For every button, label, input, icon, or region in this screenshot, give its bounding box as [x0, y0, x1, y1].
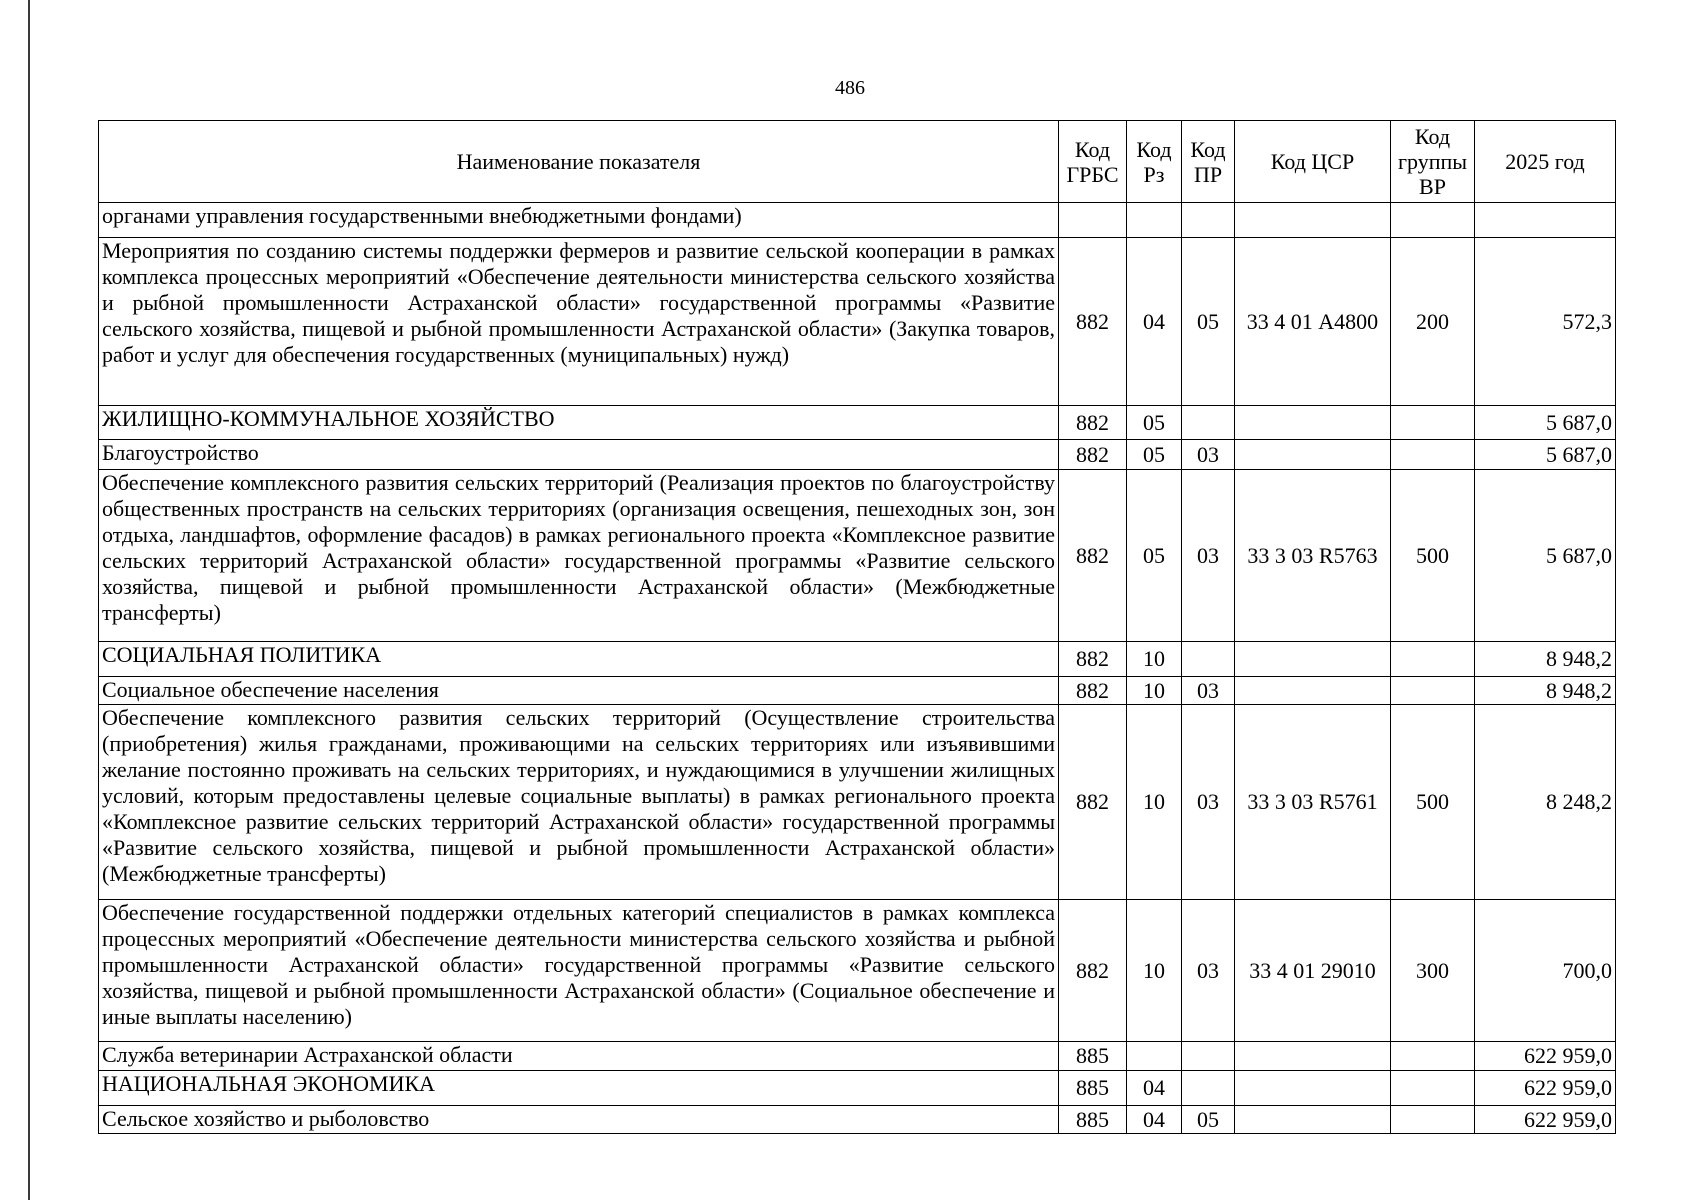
header-rz: Код Рз [1127, 121, 1182, 203]
row-csr [1235, 1042, 1391, 1071]
row-name: Мероприятия по созданию системы поддержки фермеров и развитие сельской кооперации в рамках комплекса процессных мероприятий «Обеспечение деятельности министерства сельского хозяйства и рыбной промышленности Астраханской области» государственной программы «Развитие сельского хозяйства, пищевой и рыбной промышленности Астраханской области» (Закупка товаров, работ и услуг для обеспечения государственных (муниципальных) нужд) [99, 238, 1059, 406]
row-grbs: 882 [1059, 238, 1127, 406]
row-grbs: 882 [1059, 900, 1127, 1042]
row-csr [1235, 1071, 1391, 1106]
row-amount: 700,0 [1475, 900, 1616, 1042]
row-pr [1182, 642, 1235, 677]
row-csr: 33 4 01 29010 [1235, 900, 1391, 1042]
header-pr: Код ПР [1182, 121, 1235, 203]
row-rz: 10 [1127, 677, 1182, 705]
row-vr [1391, 203, 1475, 238]
table-body [99, 203, 1616, 1134]
row-amount: 622 959,0 [1475, 1071, 1616, 1106]
row-name: СОЦИАЛЬНАЯ ПОЛИТИКА [99, 642, 1059, 677]
table-row [99, 470, 1616, 642]
row-grbs: 882 [1059, 406, 1127, 440]
row-vr [1391, 406, 1475, 440]
row-csr [1235, 1106, 1391, 1134]
header-csr: Код ЦСР [1235, 121, 1391, 203]
row-vr [1391, 1071, 1475, 1106]
row-rz: 04 [1127, 238, 1182, 406]
header-year: 2025 год [1475, 121, 1616, 203]
budget-table [98, 120, 1616, 1134]
header-name: Наименование показателя [99, 121, 1059, 203]
row-name: Обеспечение государственной поддержки отдельных категорий специалистов в рамках комплекса процессных мероприятий «Обеспечение деятельности министерства сельского хозяйства и рыбной промышленности Астраханской области» государственной программы «Развитие сельского хозяйства, пищевой и рыбной промышленности Астраханской области» (Социальное обеспечение и иные выплаты населению) [99, 900, 1059, 1042]
row-name: Сельское хозяйство и рыболовство [99, 1106, 1059, 1134]
row-grbs: 885 [1059, 1042, 1127, 1071]
table-row [99, 1042, 1616, 1071]
row-csr: 33 4 01 А4800 [1235, 238, 1391, 406]
row-amount: 8 948,2 [1475, 677, 1616, 705]
table-row [99, 900, 1616, 1042]
table-row [99, 642, 1616, 677]
row-amount [1475, 203, 1616, 238]
table-row [99, 203, 1616, 238]
row-rz: 10 [1127, 705, 1182, 900]
row-csr [1235, 677, 1391, 705]
row-rz: 04 [1127, 1106, 1182, 1134]
row-rz [1127, 203, 1182, 238]
row-vr [1391, 1042, 1475, 1071]
row-name: органами управления государственными внебюджетными фондами) [99, 203, 1059, 238]
row-vr: 200 [1391, 238, 1475, 406]
row-pr [1182, 406, 1235, 440]
row-name: НАЦИОНАЛЬНАЯ ЭКОНОМИКА [99, 1071, 1059, 1106]
table-row [99, 238, 1616, 406]
row-csr: 33 3 03 R5763 [1235, 470, 1391, 642]
row-amount: 8 948,2 [1475, 642, 1616, 677]
row-rz: 05 [1127, 406, 1182, 440]
row-pr [1182, 203, 1235, 238]
row-pr: 05 [1182, 238, 1235, 406]
row-pr [1182, 1042, 1235, 1071]
row-pr: 03 [1182, 900, 1235, 1042]
row-csr [1235, 203, 1391, 238]
row-grbs: 882 [1059, 705, 1127, 900]
row-pr: 03 [1182, 705, 1235, 900]
row-name: Служба ветеринарии Астраханской области [99, 1042, 1059, 1071]
row-rz: 05 [1127, 440, 1182, 470]
row-grbs: 882 [1059, 642, 1127, 677]
row-vr [1391, 677, 1475, 705]
row-pr: 03 [1182, 677, 1235, 705]
row-name: Социальное обеспечение населения [99, 677, 1059, 705]
table-row [99, 705, 1616, 900]
row-name: Благоустройство [99, 440, 1059, 470]
row-amount: 5 687,0 [1475, 470, 1616, 642]
row-rz: 05 [1127, 470, 1182, 642]
row-pr: 03 [1182, 440, 1235, 470]
table-row [99, 1106, 1616, 1134]
row-amount: 8 248,2 [1475, 705, 1616, 900]
row-vr: 300 [1391, 900, 1475, 1042]
row-csr: 33 3 03 R5761 [1235, 705, 1391, 900]
table-row [99, 440, 1616, 470]
row-rz: 10 [1127, 900, 1182, 1042]
row-name: Обеспечение комплексного развития сельских территорий (Осуществление строительства (приобретения) жилья гражданами, проживающими на сельских территориях или изъявившими желание постоянно проживать на сельских территориях, и нуждающимися в улучшении жилищных условий, которым предоставлены целевые социальные выплаты) в рамках регионального проекта «Комплексное развитие сельских территорий Астраханской области» государственной программы «Развитие сельского хозяйства, пищевой и рыбной промышленности Астраханской области» (Межбюджетные трансферты) [99, 705, 1059, 900]
row-amount: 5 687,0 [1475, 440, 1616, 470]
row-csr [1235, 440, 1391, 470]
row-grbs: 882 [1059, 470, 1127, 642]
row-amount: 5 687,0 [1475, 406, 1616, 440]
table-row [99, 1071, 1616, 1106]
row-rz: 10 [1127, 642, 1182, 677]
row-grbs: 885 [1059, 1071, 1127, 1106]
row-grbs: 882 [1059, 440, 1127, 470]
row-vr [1391, 642, 1475, 677]
header-vr: Код группы ВР [1391, 121, 1475, 203]
table-row [99, 406, 1616, 440]
page-number: 486 [835, 77, 865, 99]
row-grbs: 882 [1059, 677, 1127, 705]
binding-margin-line [28, 0, 30, 1200]
row-grbs: 885 [1059, 1106, 1127, 1134]
table-header-row [99, 121, 1616, 203]
row-amount: 622 959,0 [1475, 1106, 1616, 1134]
row-amount: 572,3 [1475, 238, 1616, 406]
row-vr [1391, 440, 1475, 470]
row-vr: 500 [1391, 705, 1475, 900]
row-name: Обеспечение комплексного развития сельских территорий (Реализация проектов по благоустройству общественных пространств на сельских территориях (организация освещения, пешеходных зон, зон отдыха, ландшафтов, оформление фасадов) в рамках регионального проекта «Комплексное развитие сельских территорий Астраханской области» государственной программы «Развитие сельского хозяйства, пищевой и рыбной промышленности Астраханской области» (Межбюджетные трансферты) [99, 470, 1059, 642]
row-name: ЖИЛИЩНО-КОММУНАЛЬНОЕ ХОЗЯЙСТВО [99, 406, 1059, 440]
header-grbs: Код ГРБС [1059, 121, 1127, 203]
table-row [99, 677, 1616, 705]
row-vr: 500 [1391, 470, 1475, 642]
row-rz: 04 [1127, 1071, 1182, 1106]
row-csr [1235, 406, 1391, 440]
row-pr: 05 [1182, 1106, 1235, 1134]
row-amount: 622 959,0 [1475, 1042, 1616, 1071]
row-grbs [1059, 203, 1127, 238]
row-pr: 03 [1182, 470, 1235, 642]
row-pr [1182, 1071, 1235, 1106]
row-vr [1391, 1106, 1475, 1134]
row-csr [1235, 642, 1391, 677]
row-rz [1127, 1042, 1182, 1071]
